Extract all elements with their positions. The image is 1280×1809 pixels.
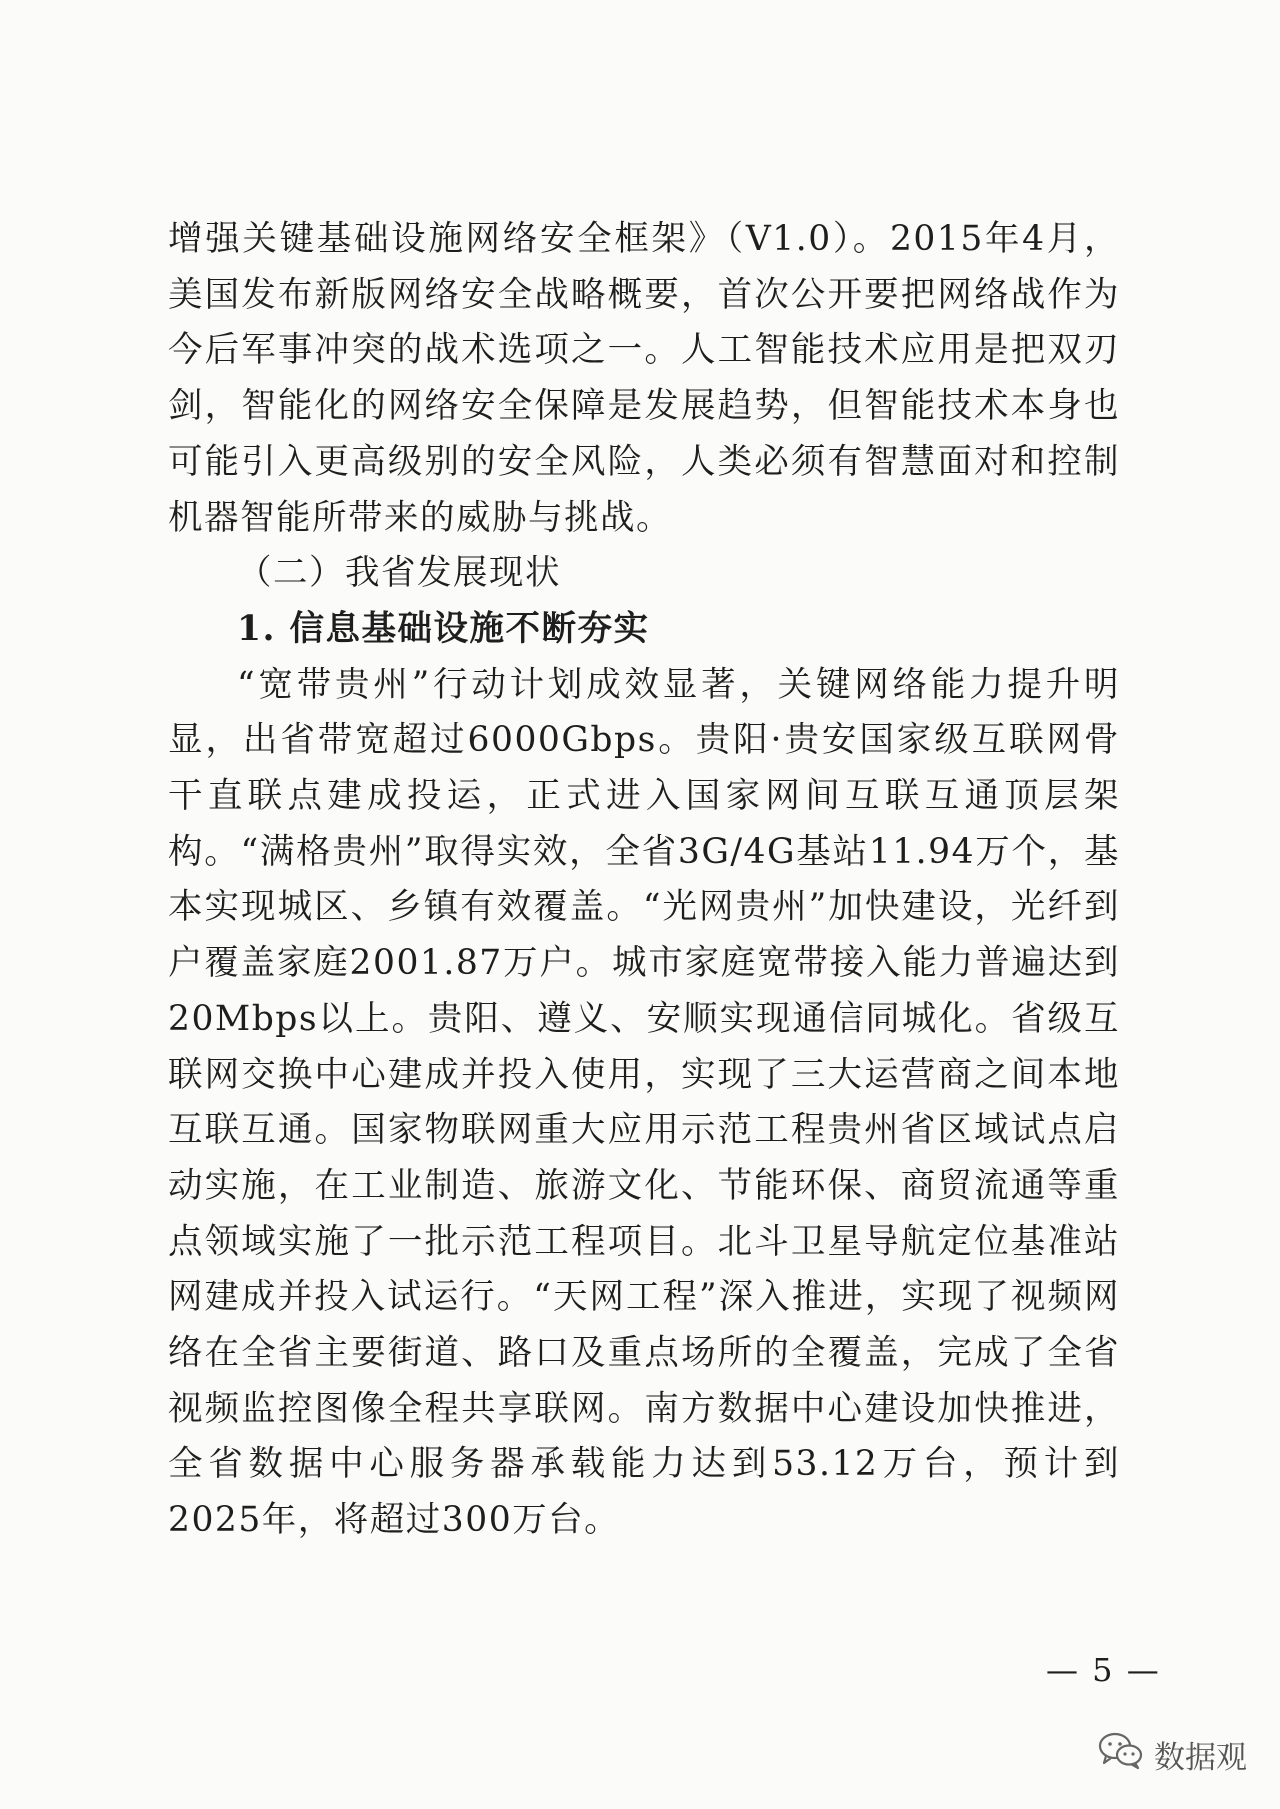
section-heading: （二）我省发展现状 (237, 553, 561, 594)
watermark (1098, 1730, 1247, 1778)
paragraph-infrastructure: “宽带贵州”行动计划成效显著，关键网络能力提升明显，出省带宽超过6000Gbps。贵阳·贵安国家级互联网骨干直联点建成投运，正式进入国家网间互联互通顶层架构。“满格贵州”取得实效，全省3G/4G基站11.94万个，基本实现城区、乡镇有效覆盖。“光网贵州”加快建设，光纤到户覆盖家庭2001.87万户。城市家庭宽带接入能力普遍达到20Mbps以上。贵阳、遵义、安顺实现通信同城化。省级互联网交换中心建成并投入使用，实现了三大运营商之间本地互联互通。国家物联网重大应用示范工程贵州省区域试点启动实施，在工业制造、旅游文化、节能环保、商贸流通等重点领域实施了一批示范工程项目。北斗卫星导航定位基准站网建成并投入试运行。“天网工程”深入推进，实现了视频网络在全省主要街道、路口及重点场所的全覆盖，完成了全省视频监控图像全程共享联网。南方数据中心建设加快推进，全省数据中心服务器承载能力达到53.12万台，预计到2025年，将超过300万台。 (168, 664, 1120, 1541)
watermark-label: 数据观 (1154, 1739, 1247, 1776)
paragraph-intro: 增强关键基础设施网络安全框架》（V1.0）。2015年4月，美国发布新版网络安全战略概要，首次公开要把网络战作为今后军事冲突的战术选项之一。人工智能技术应用是把双刃剑，智能化的网络安全保障是发展趋势，但智能技术本身也可能引入更高级别的安全风险，人类必须有智慧面对和控制机器智能所带来的威胁与挑战。 (168, 219, 1120, 538)
page-number: — 5 — (1046, 1651, 1161, 1689)
wechat-icon (1098, 1730, 1144, 1778)
subsection-heading: 1. 信息基础设施不断夯实 (237, 608, 650, 649)
document-body (168, 212, 1120, 1549)
